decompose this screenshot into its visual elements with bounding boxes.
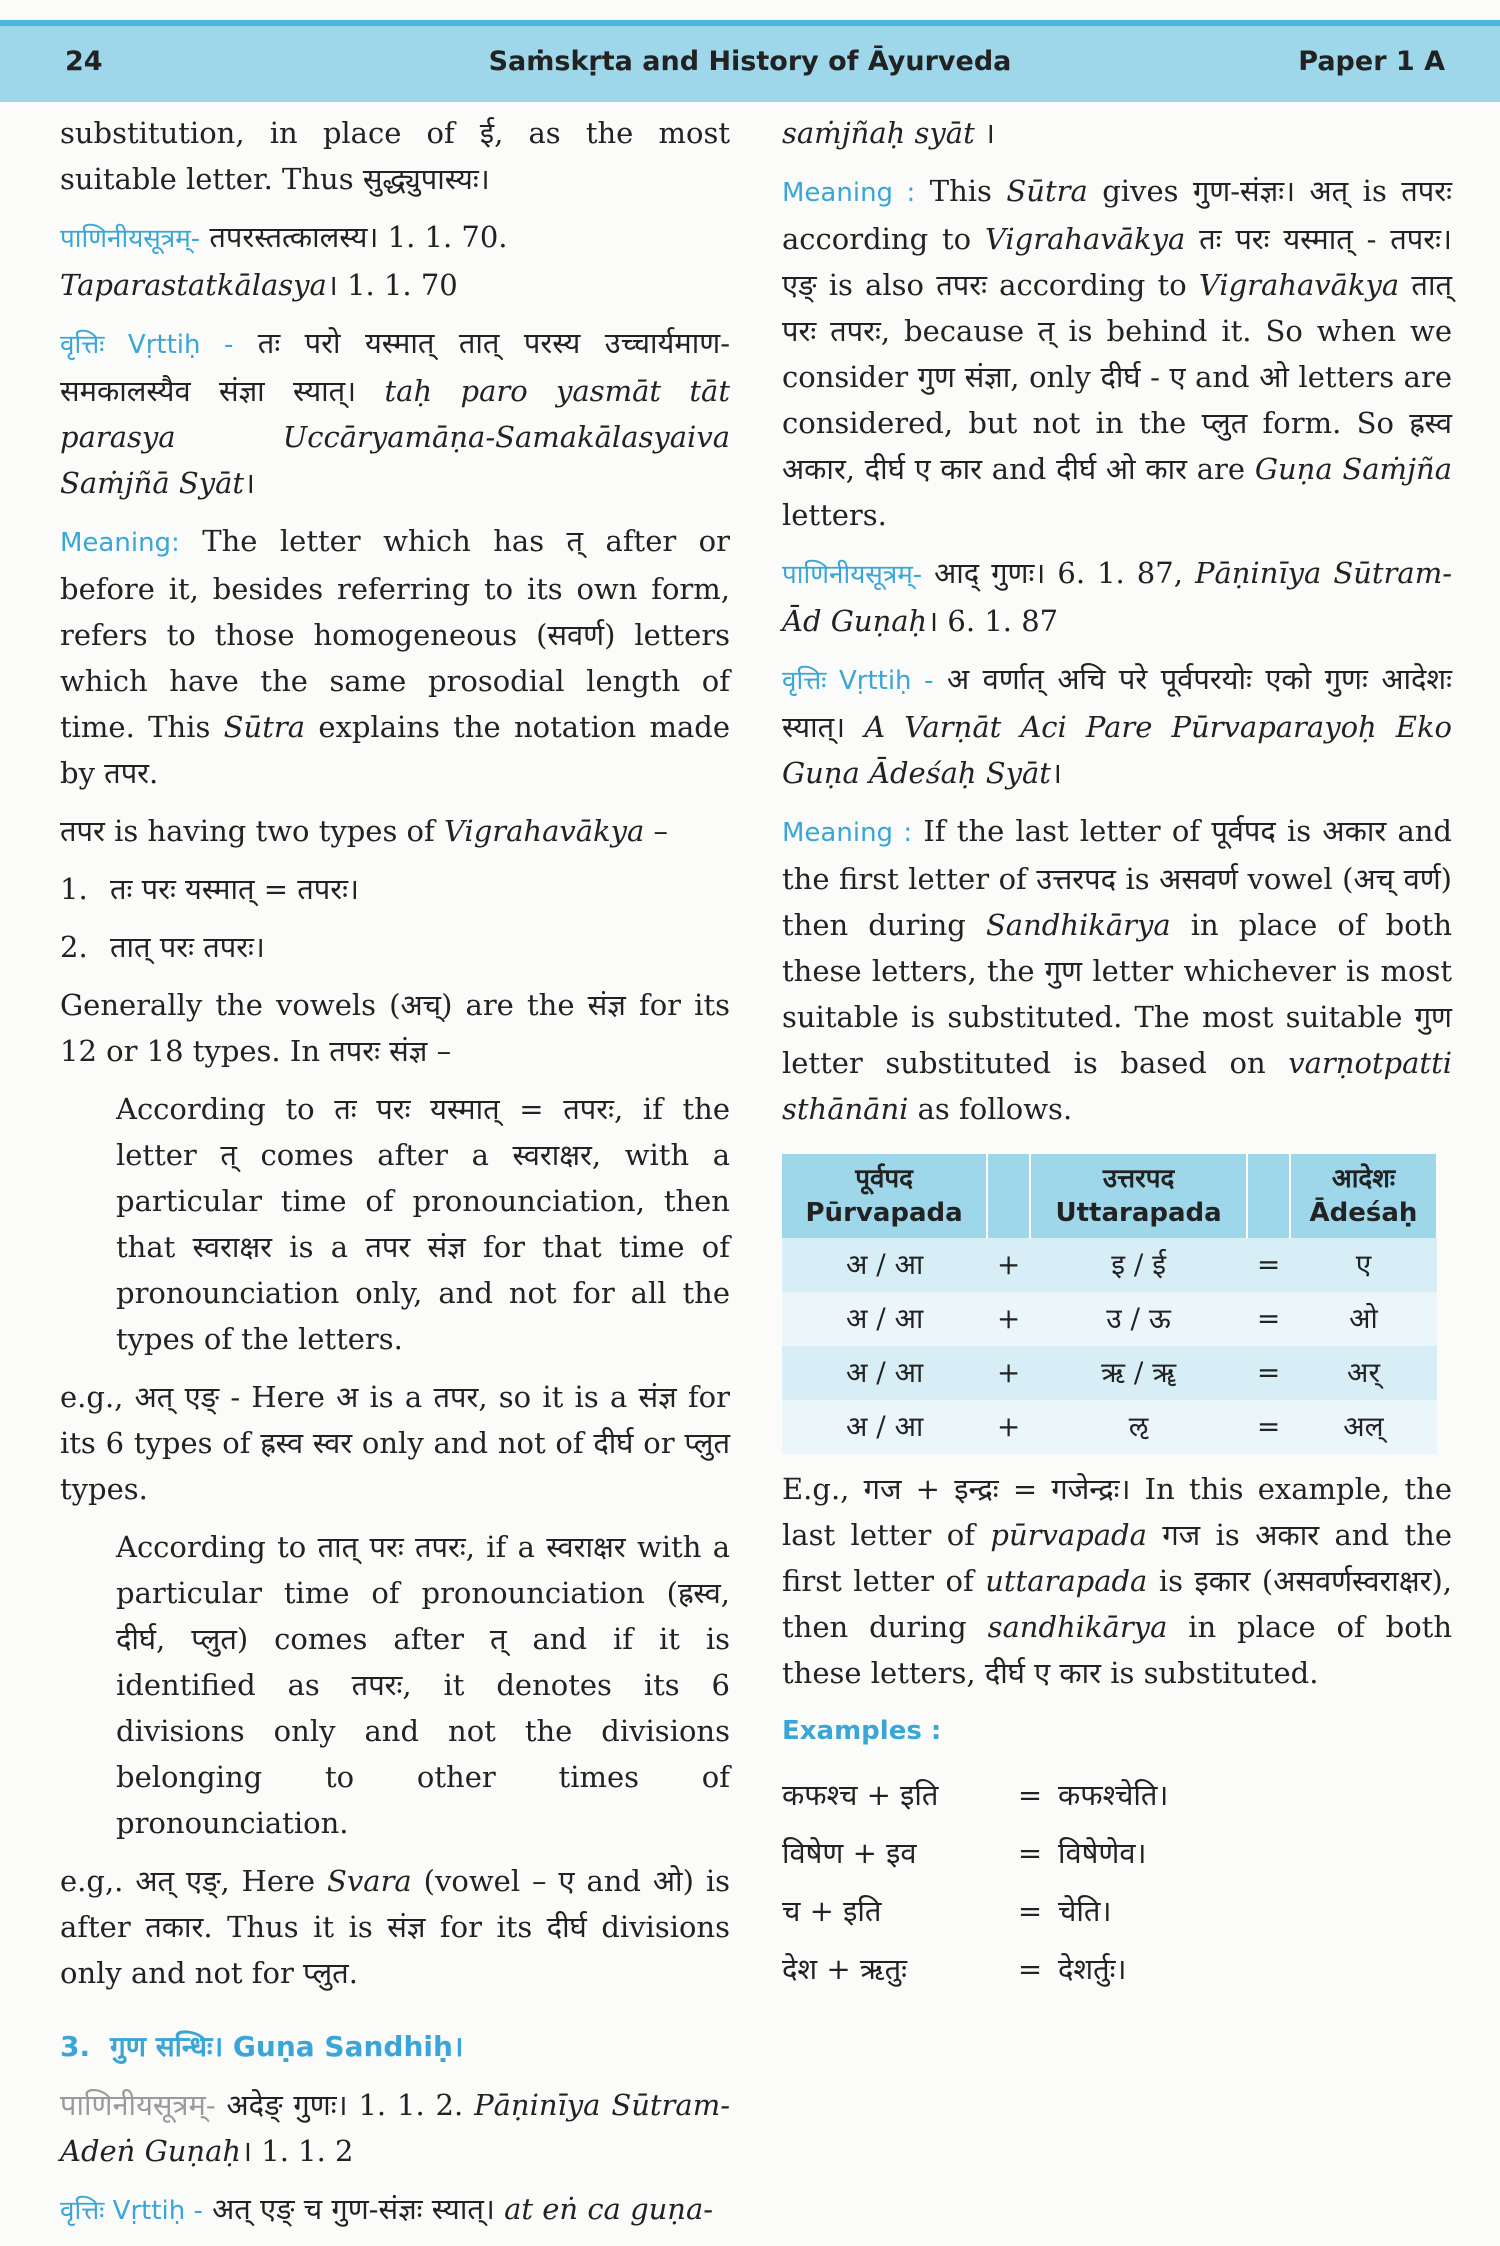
cell-plus: + <box>987 1400 1030 1454</box>
paragraph-substitution: substitution, in place of ई, as the most suitable letter. Thus सुद्ध्युपास्यः। <box>60 116 730 196</box>
example-result: विषेणेव। <box>1058 1836 1147 1870</box>
paragraph-vowels: Generally the vowels (अच्) are the संज्ञ for its 12 or 18 types. In तपरः संज्ञ – <box>60 988 730 1068</box>
vigraha-word: Vigrahavākya <box>984 222 1186 256</box>
sutra-number: । 1. 1. 2 <box>241 2134 354 2168</box>
example-result: चेति। <box>1058 1894 1112 1928</box>
meaning-text: in place of both these letters, the गुण letter whichever is most suitable is substituted. The most suitable गुण letter substituted is based on <box>782 908 1452 1080</box>
cell-adesah: ओ <box>1290 1292 1437 1346</box>
left-column <box>60 110 730 2246</box>
example-text: e.g,. अत् एङ्, Here <box>60 1864 328 1898</box>
sutra-translit: Taparastatkālasya <box>60 268 327 302</box>
meaning-text: The letter which has त् after or before it, besides referring to its own form, refers to those homogeneous (सवर्ण) letters which have the same prosodial length of time. This <box>60 524 730 744</box>
list-number: 1. <box>60 872 88 906</box>
meaning-text: तः परः यस्मात् - तपरः। एङ् is also तपरः according to <box>782 222 1452 302</box>
example-1: e.g., अत् एङ् - Here अ is a तपर, so it is a संज्ञ for its 6 types of ह्रस्व स्वर only and not of दीर्घ or प्लुत types. <box>60 1380 730 1506</box>
page-header <box>0 20 1500 102</box>
running-title: Saṁskṛta and History of Āyurveda <box>488 46 1012 77</box>
vrttih-text: अ वर्णात् अचि परे पूर्वपरयोः एको गुणः आदेशः स्यात्। <box>782 662 1453 744</box>
cell-purvapada: अ / आ <box>782 1346 987 1400</box>
example-input: देश + ऋतुः <box>782 1952 907 1986</box>
list-text: तात् परः तपरः। <box>110 930 265 964</box>
example-text: E.g., गज + इन्द्रः = गजेन्द्रः। In this example, the last letter of <box>782 1472 1452 1552</box>
meaning-sutra-word: Sūtra <box>223 710 306 744</box>
sutra-text: अदेङ् गुणः। 1. 1. 2. <box>215 2088 475 2122</box>
list-text: तः परः यस्मात् = तपरः। <box>110 872 359 906</box>
example-input: कफश्च + इति <box>782 1778 939 1812</box>
table-row <box>782 1292 1437 1346</box>
sutra-number: । 1. 1. 70 <box>326 268 458 302</box>
example-input: च + इति <box>782 1894 882 1928</box>
vrttih-aden-gunah <box>60 2186 730 2234</box>
sutra-aden-gunah <box>60 2082 730 2174</box>
sutra-text: आद् गुणः। 6. 1. 87, <box>922 556 1195 590</box>
danda: । <box>974 116 995 150</box>
meaning-label: Meaning : <box>782 178 916 208</box>
sutra-translit: Pāṇinīya Sūtram-Adeṅ Guṇaḥ <box>60 2088 730 2168</box>
example-2 <box>60 1858 730 1996</box>
varnotpatti-word: varṇotpatti sthānāni <box>782 1046 1452 1126</box>
examples-heading: Examples : <box>782 1716 942 1746</box>
header-dev: पूर्वपद <box>855 1164 913 1194</box>
sutra-label: पाणिनीयसूत्रम्- <box>782 560 923 590</box>
example-row <box>782 1882 1452 1940</box>
sutra-text: तपरस्तत्कालस्य। 1. 1. 70. <box>200 220 508 254</box>
header-purvapada <box>782 1154 987 1238</box>
meaning-text: letters. <box>782 498 887 532</box>
meaning-label: Meaning : <box>782 818 913 848</box>
continued-translit: saṁjñaḥ syāt <box>782 116 975 150</box>
cell-equals: = <box>1247 1292 1290 1346</box>
sutra-taparastatkalasya <box>60 214 730 308</box>
example-text: गज is अकार and the first letter of <box>782 1518 1452 1598</box>
list-number: 2. <box>60 930 88 964</box>
cell-plus: + <box>987 1292 1030 1346</box>
example-gajendra <box>782 1466 1452 1696</box>
sandhikarya-word: Sandhikārya <box>985 908 1171 942</box>
vrttih-label: वृत्तिः Vṛttiḥ - <box>60 330 234 360</box>
paper-label: Paper 1 A <box>1298 46 1445 77</box>
meaning-text: If the last letter of पूर्वपद is अकार and the first letter of उत्तरपद is असवर्ण vowel (अच् वर्ण) then during <box>782 814 1452 942</box>
header-lat: Ādeśaḥ <box>1309 1198 1418 1228</box>
sutra-ad-gunah <box>782 550 1452 644</box>
sutra-label: पाणिनीयसूत्रम्- <box>60 224 201 254</box>
indented-paragraph-1: According to तः परः यस्मात् = तपरः, if the letter त् comes after a स्वराक्षर, with a particular time of pronounciation, then that स्वराक्षर is a तपर संज्ञ for that time of pronounciation only, and not for all the types of the letters. <box>116 1092 730 1356</box>
right-column <box>782 110 1452 1998</box>
vrttih-ad-gunah <box>782 656 1452 796</box>
vrttih-tapara <box>60 320 730 506</box>
vrttih-text: अत् एङ् च गुण-संज्ञः स्यात्। <box>202 2192 505 2226</box>
cell-uttarapada: इ / ई <box>1030 1238 1247 1292</box>
cell-adesah: अर् <box>1290 1346 1437 1400</box>
vigraha-word: Vigrahavākya <box>443 814 645 848</box>
sutra-word: Sūtra <box>1006 174 1088 208</box>
table-header-row <box>782 1154 1437 1238</box>
meaning-tapara <box>60 518 730 796</box>
example-result: कफश्चेति। <box>1058 1778 1169 1812</box>
example-row <box>782 1766 1452 1824</box>
continuation-line <box>782 110 1452 156</box>
section-title: गुण सन्धिः। Guṇa Sandhiḥ। <box>110 2030 464 2063</box>
header-adesah <box>1290 1154 1437 1238</box>
header-dev: आदेशः <box>1331 1164 1396 1194</box>
tapara-text: तपर is having two types of <box>60 814 444 848</box>
uttarapada-word: uttarapada <box>985 1564 1148 1598</box>
cell-purvapada: अ / आ <box>782 1238 987 1292</box>
meaning-guna-sanjna <box>782 168 1452 538</box>
meaning-text: तात् परः तपरः, because त् is behind it. So when we consider गुण संज्ञा, only दीर्घ - ए and ओ letters are considered, but not in the प्लुत form. So ह्रस्व अकार, दीर्घ ए कार and दीर्घ ओ कार are <box>782 268 1452 486</box>
header-lat: Pūrvapada <box>805 1198 963 1228</box>
cell-purvapada: अ / आ <box>782 1400 987 1454</box>
example-row <box>782 1824 1452 1882</box>
vrttih-translit: at eṅ ca guṇa- <box>504 2192 714 2226</box>
vrttih-label: वृत्तिः Vṛttiḥ - <box>782 666 934 696</box>
example-row <box>782 1940 1452 1998</box>
header-lat: Uttarapada <box>1055 1198 1222 1228</box>
header-dev: उत्तरपद <box>1102 1164 1175 1194</box>
example-text: is इकार (असवर्णस्वराक्षर), then during <box>782 1564 1453 1644</box>
danda: । <box>244 466 256 500</box>
example-equals: = <box>1017 1952 1043 1986</box>
cell-adesah: ए <box>1290 1238 1437 1292</box>
cell-adesah: अल् <box>1290 1400 1437 1454</box>
cell-plus: + <box>987 1346 1030 1400</box>
guna-sandhi-table <box>782 1154 1438 1454</box>
cell-purvapada: अ / आ <box>782 1292 987 1346</box>
sutra-translit: Pāṇinīya Sūtram-Ād Guṇaḥ <box>782 556 1452 638</box>
section-heading-guna-sandhi <box>60 2024 730 2070</box>
header-blank <box>1247 1154 1290 1238</box>
meaning-text: This <box>915 174 1007 208</box>
example-result: देशर्तुः। <box>1058 1952 1127 1986</box>
example-equals: = <box>1017 1836 1043 1870</box>
cell-uttarapada: ऋ / ॠ <box>1030 1346 1247 1400</box>
danda: । <box>1050 756 1062 790</box>
table-row <box>782 1238 1437 1292</box>
vigraha-word: Vigrahavākya <box>1198 268 1400 302</box>
purvapada-word: pūrvapada <box>990 1518 1147 1552</box>
cell-equals: = <box>1247 1400 1290 1454</box>
guna-sanjna-word: Guṇa Saṁjña <box>1254 452 1452 486</box>
sutra-label: पाणिनीयसूत्रम्- <box>60 2088 216 2122</box>
cell-plus: + <box>987 1238 1030 1292</box>
sandhikarya-word: sandhikārya <box>987 1610 1168 1644</box>
cell-uttarapada: ऌ <box>1030 1400 1247 1454</box>
header-blank <box>987 1154 1030 1238</box>
example-input: विषेण + इव <box>782 1836 917 1870</box>
list-item <box>60 924 730 970</box>
sutra-number: । 6. 1. 87 <box>927 604 1059 638</box>
cell-equals: = <box>1247 1346 1290 1400</box>
table-row <box>782 1346 1437 1400</box>
table-row <box>782 1400 1437 1454</box>
vrttih-translit: A Varṇāt Aci Pare Pūrvaparayoḥ Eko Guṇa Ādeśaḥ Syāt <box>782 710 1452 790</box>
vrttih-text: तः परो यस्मात् तात् परस्य उच्चार्यमाण-समकालस्यैव संज्ञा स्यात्। <box>60 326 730 408</box>
example-equals: = <box>1017 1894 1043 1928</box>
page-number: 24 <box>65 46 103 77</box>
example-text-2: (vowel – ए and ओ) is after तकार. Thus it is संज्ञ for its दीर्घ divisions only and not for प्लुत. <box>60 1864 730 1990</box>
indented-paragraph-2: According to तात् परः तपरः, if a स्वराक्षर with a particular time of pronounciation (ह्रस्व, दीर्घ, प्लुत) comes after त् and if it is identified as तपरः, it denotes its 6 divisions only and not the divisions belonging to other times of pronounciation. <box>116 1530 730 1840</box>
meaning-ad-gunah <box>782 808 1452 1132</box>
dash: – <box>644 814 669 848</box>
cell-equals: = <box>1247 1238 1290 1292</box>
tapara-types <box>60 808 730 854</box>
cell-uttarapada: उ / ऊ <box>1030 1292 1247 1346</box>
example-text: in place of both these letters, दीर्घ ए कार is substituted. <box>782 1610 1452 1690</box>
header-uttarapada <box>1030 1154 1247 1238</box>
meaning-text: gives गुण-संज्ञः। अत् is तपरः according to <box>782 174 1452 256</box>
vrttih-label: वृत्तिः Vṛttiḥ - <box>60 2196 203 2226</box>
example-equals: = <box>1017 1778 1043 1812</box>
svara-word: Svara <box>327 1864 412 1898</box>
vrttih-translit: taḥ paro yasmāt tāt parasya Uccāryamāṇa-Samakālasyaiva Saṁjñā Syāt <box>60 374 730 500</box>
meaning-label: Meaning: <box>60 528 180 558</box>
meaning-text-2: explains the notation made by तपर. <box>60 710 730 790</box>
section-number: 3. <box>60 2030 91 2063</box>
list-item <box>60 866 730 912</box>
meaning-text: as follows. <box>908 1092 1073 1126</box>
